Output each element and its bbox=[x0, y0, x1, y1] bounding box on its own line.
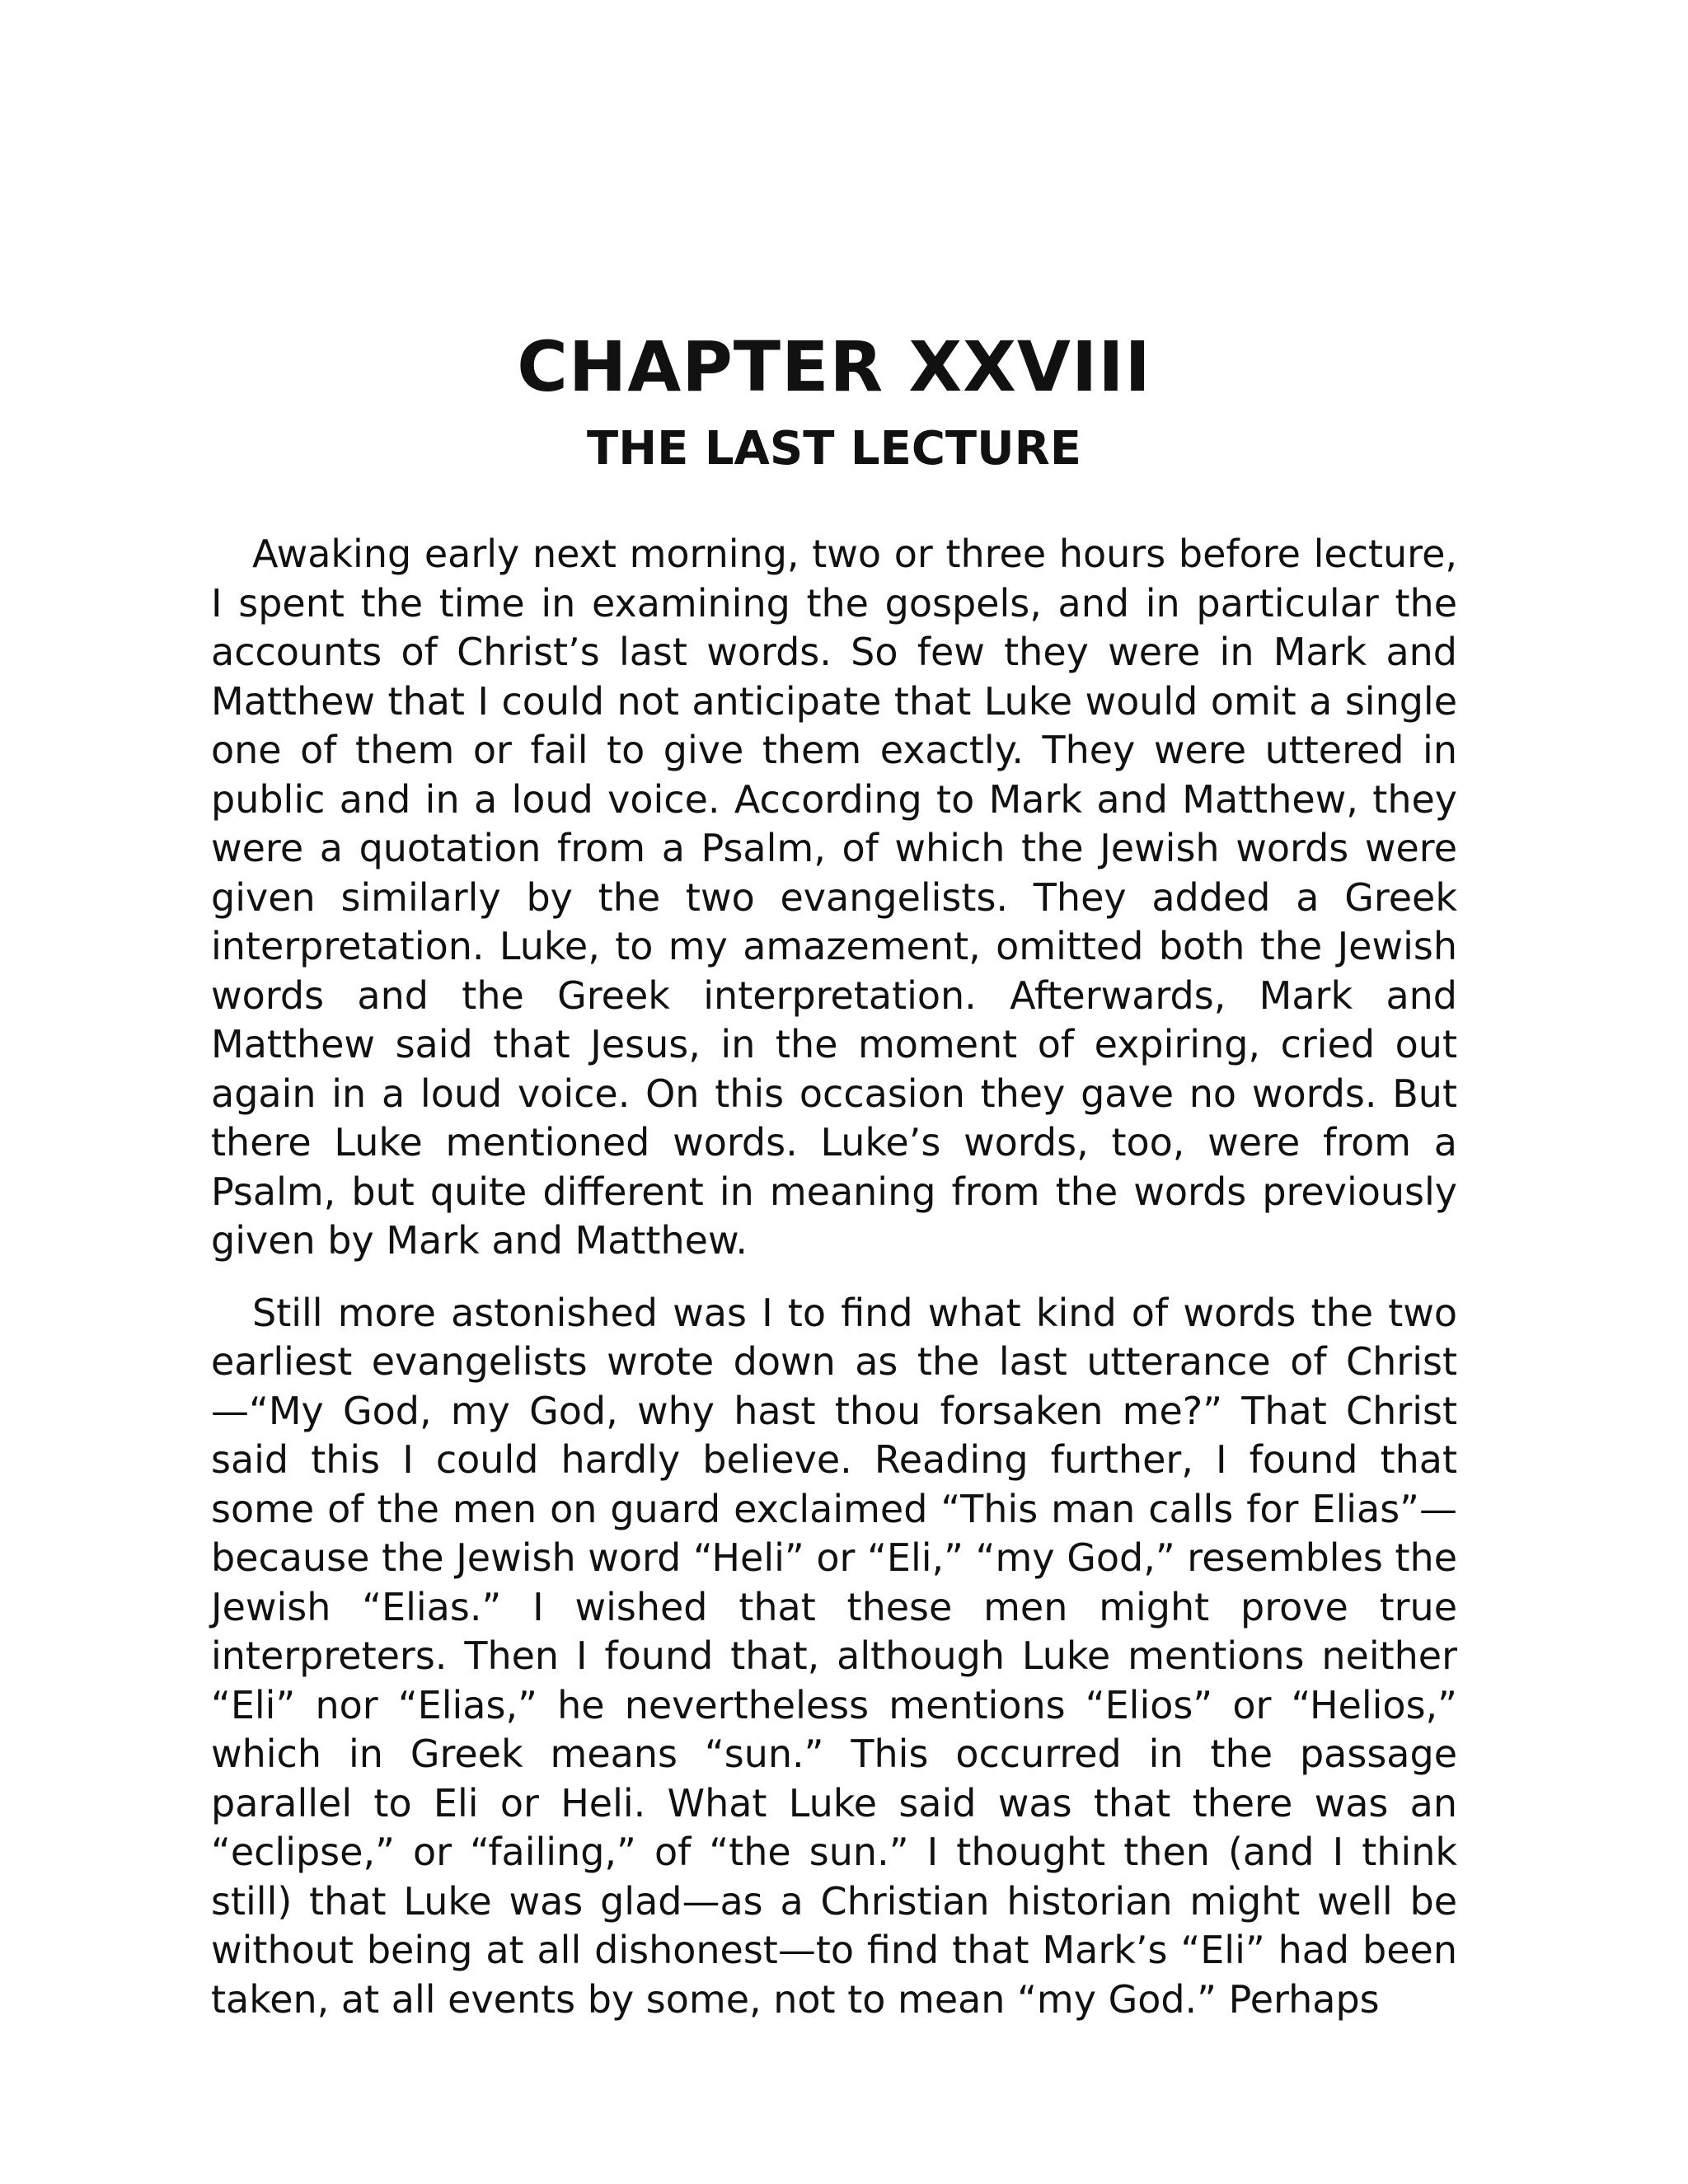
paragraph-2: Still more astonished was I to find what kind of words the two earliest evangelists wrote down as the last utterance of Christ—“My God, my God, why hast thou forsaken me?” That Christ said this I could hardly believe. Reading further, I found that some of the men on guard exclaimed “This man calls for Elias”—because the Jewish word “Heli” or “Eli,” “my God,” resembles the Jewish “Elias.” I wished that these men might prove true interpreters. Then I found that, although Luke mentions neither “Eli” nor “Elias,” he nevertheless mentions “Elios” or “Helios,” which in Greek means “sun.” This occurred in the passage parallel to Eli or Heli. What Luke said was that there was an “eclipse,” or “failing,” of “the sun.” I thought then (and I think still) that Luke was glad—as a Christian historian might well be without being at all dishonest—to find that Mark’s “Eli” had been taken, at all events by some, not to mean “my God.” Perhaps bbox=[211, 1290, 1457, 2022]
chapter-number: CHAPTER XXVIII bbox=[517, 326, 1151, 407]
paragraph-1: Awaking early next morning, two or three hours before lecture, I spent the time in examining the gospels, and in particular the accounts of Christ’s last words. So few they were in Mark and Matthew that I could not anticipate that Luke would omit a single one of them or fail to give them exactly. They were uttered in public and in a loud voice. According to Mark and Matthew, they were a quotation from a Psalm, of which the Jewish words were given similarly by the two evangelists. They added a Greek interpretation. Luke, to my amazement, omitted both the Jewish words and the Greek interpretation. Afterwards, Mark and Matthew said that Jesus, in the moment of expiring, cried out again in a loud voice. On this occasion they gave no words. But there Luke mentioned words. Luke’s words, too, were from a Psalm, but quite different in meaning from the words previously given by Mark and Matthew. bbox=[211, 532, 1457, 1263]
chapter-body bbox=[211, 530, 1457, 2024]
book-page bbox=[211, 326, 1457, 2047]
chapter-title: THE LAST LECTURE bbox=[587, 422, 1081, 476]
